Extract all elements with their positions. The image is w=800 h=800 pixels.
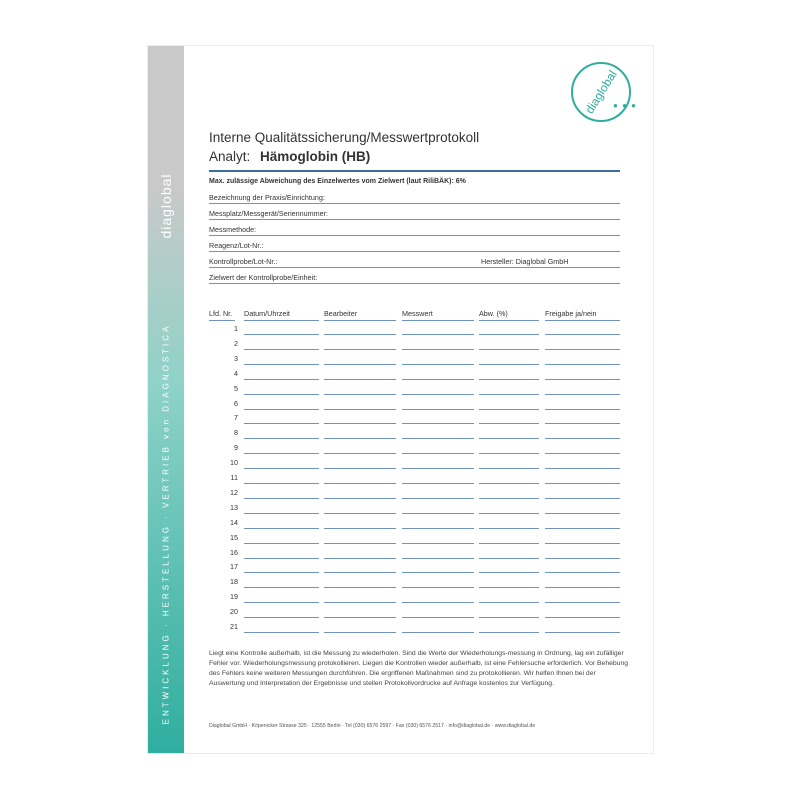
row-number: 16 bbox=[230, 547, 238, 557]
table-cell-line[interactable] bbox=[402, 498, 474, 499]
table-cell-line[interactable] bbox=[324, 498, 396, 499]
row-number: 2 bbox=[234, 338, 238, 348]
table-cell-line[interactable] bbox=[402, 334, 474, 335]
analyt-line bbox=[209, 149, 370, 164]
table-cell-line[interactable] bbox=[324, 453, 396, 454]
table-cell-line[interactable] bbox=[545, 409, 620, 410]
table-cell-line[interactable] bbox=[545, 543, 620, 544]
field-label: Bezeichnung der Praxis/Einrichtung: bbox=[209, 193, 325, 202]
table-cell-line[interactable] bbox=[244, 632, 319, 633]
row-number: 11 bbox=[230, 473, 238, 482]
field-line-3[interactable] bbox=[209, 221, 620, 236]
table-cell-line[interactable] bbox=[479, 423, 539, 424]
row-number: 17 bbox=[230, 562, 238, 572]
table-cell-line[interactable] bbox=[244, 349, 319, 350]
table-cell-line[interactable] bbox=[244, 423, 319, 424]
table-cell-line[interactable] bbox=[479, 513, 539, 514]
table-cell-line[interactable] bbox=[479, 528, 539, 529]
field-line-4[interactable] bbox=[209, 237, 620, 252]
table-cell-line[interactable] bbox=[545, 334, 620, 335]
table-cell-line[interactable] bbox=[402, 558, 474, 559]
table-cell-line[interactable] bbox=[324, 558, 396, 559]
column-header-1: Lfd. Nr. bbox=[209, 309, 233, 318]
table-cell-line[interactable] bbox=[324, 513, 396, 514]
table-cell-line[interactable] bbox=[479, 572, 539, 573]
table-cell-line[interactable] bbox=[479, 394, 539, 395]
sidebar-brand: diaglobal bbox=[158, 173, 174, 239]
table-cell-line[interactable] bbox=[479, 349, 539, 350]
column-header-5: Abw. (%) bbox=[479, 309, 508, 318]
table-cell-line[interactable] bbox=[324, 587, 396, 588]
column-header-underline bbox=[402, 320, 474, 321]
table-cell-line[interactable] bbox=[244, 334, 319, 335]
row-number: 1 bbox=[234, 324, 238, 333]
table-cell-line[interactable] bbox=[402, 617, 474, 618]
table-cell-line[interactable] bbox=[479, 587, 539, 588]
table-cell-line[interactable] bbox=[244, 468, 319, 469]
table-cell-line[interactable] bbox=[545, 483, 620, 484]
row-number: 10 bbox=[230, 458, 238, 468]
table-cell-line[interactable] bbox=[244, 572, 319, 573]
field-line-6[interactable] bbox=[209, 269, 620, 284]
table-cell-line[interactable] bbox=[324, 438, 396, 439]
table-cell-line[interactable] bbox=[324, 543, 396, 544]
table-cell-line[interactable] bbox=[402, 423, 474, 424]
table-cell-line[interactable] bbox=[244, 558, 319, 559]
max-deviation-note: Max. zulässige Abweichung des Einzelwertes vom Zielwert (laut RiliBÄK): 6% bbox=[209, 178, 466, 185]
table-cell-line[interactable] bbox=[244, 513, 319, 514]
table-cell-line[interactable] bbox=[324, 528, 396, 529]
table-cell-line[interactable] bbox=[545, 498, 620, 499]
table-cell-line[interactable] bbox=[244, 617, 319, 618]
table-cell-line[interactable] bbox=[402, 602, 474, 603]
row-number: 6 bbox=[234, 398, 238, 408]
row-number: 7 bbox=[234, 413, 238, 423]
row-number: 3 bbox=[234, 353, 238, 363]
table-cell-line[interactable] bbox=[545, 394, 620, 395]
table-cell-line[interactable] bbox=[479, 543, 539, 544]
table-cell-line[interactable] bbox=[545, 453, 620, 454]
logo-text: diaglobal bbox=[582, 67, 620, 117]
table-cell-line[interactable] bbox=[244, 543, 319, 544]
table-cell-line[interactable] bbox=[324, 632, 396, 633]
row-number: 20 bbox=[230, 607, 238, 617]
table-cell-line[interactable] bbox=[402, 632, 474, 633]
table-cell-line[interactable] bbox=[479, 483, 539, 484]
analyt-label: Analyt: bbox=[209, 149, 251, 164]
table-cell-line[interactable] bbox=[324, 483, 396, 484]
field-label: Messplatz/Messgerät/Seriennummer: bbox=[209, 209, 329, 218]
table-cell-line[interactable] bbox=[244, 364, 319, 365]
column-header-underline bbox=[479, 320, 539, 321]
field-label: Messmethode: bbox=[209, 225, 257, 234]
table-cell-line[interactable] bbox=[479, 409, 539, 410]
title-divider bbox=[209, 170, 620, 172]
table-cell-line[interactable] bbox=[402, 528, 474, 529]
table-cell-line[interactable] bbox=[545, 364, 620, 365]
sidebar-band bbox=[148, 46, 184, 753]
instructions-text: Liegt eine Kontrolle außerhalb, ist die Messung zu wiederholen. Sind die Werte der Wiederholungs-messung in Ordnung, lag ein zufälliger Fehler vor. Wiederholungsmessung protokollieren. Liegen die Kontrollen wieder außerhalb, ist eine Fehlersuche erforderlich. Vor Behebung des Fehlers keine weiteren Messungen durchführen. Die ergriffenen Maßnahmen sind zu protokollieren. Wir helfen Ihnen bei der Auswertung und Interpretation der Ergebnisse und stellen Protokollvordrucke auf Anfrage kostenlos zur Verfügung. bbox=[209, 650, 629, 687]
table-cell-line[interactable] bbox=[545, 617, 620, 618]
table-cell-line[interactable] bbox=[324, 423, 396, 424]
row-number: 18 bbox=[230, 577, 238, 587]
table-cell-line[interactable] bbox=[479, 602, 539, 603]
column-header-underline bbox=[244, 320, 319, 321]
field-label: Reagenz/Lot-Nr.: bbox=[209, 241, 264, 250]
table-cell-line[interactable] bbox=[545, 602, 620, 603]
table-cell-line[interactable] bbox=[402, 364, 474, 365]
table-cell-line[interactable] bbox=[244, 602, 319, 603]
column-header-underline bbox=[545, 320, 620, 321]
table-cell-line[interactable] bbox=[244, 394, 319, 395]
page-title: Interne Qualitätssicherung/Messwertprotokoll bbox=[209, 130, 480, 145]
column-header-2: Datum/Uhrzeit bbox=[244, 309, 290, 318]
row-number: 14 bbox=[230, 517, 238, 527]
table-cell-line[interactable] bbox=[324, 409, 396, 410]
table-cell-line[interactable] bbox=[324, 394, 396, 395]
table-cell-line[interactable] bbox=[402, 394, 474, 395]
table-cell-line[interactable] bbox=[244, 409, 319, 410]
table-cell-line[interactable] bbox=[402, 483, 474, 484]
field-manufacturer: Hersteller: Diaglobal GmbH bbox=[481, 257, 569, 266]
analyt-value: Hämoglobin (HB) bbox=[260, 149, 371, 164]
table-cell-line[interactable] bbox=[402, 513, 474, 514]
column-header-underline bbox=[324, 320, 396, 321]
table-cell-line[interactable] bbox=[324, 572, 396, 573]
sidebar-tagline: ENTWICKLUNG · HERSTELLUNG · VERTRIEB von DIAGNOSTICA bbox=[161, 323, 171, 725]
table-cell-line[interactable] bbox=[324, 364, 396, 365]
table-cell-line[interactable] bbox=[479, 558, 539, 559]
table-cell-line[interactable] bbox=[244, 498, 319, 499]
row-number: 13 bbox=[230, 502, 238, 512]
table-cell-line[interactable] bbox=[402, 543, 474, 544]
table-cell-line[interactable] bbox=[402, 572, 474, 573]
table-cell-line[interactable] bbox=[479, 498, 539, 499]
table-cell-line[interactable] bbox=[402, 587, 474, 588]
table-cell-line[interactable] bbox=[324, 617, 396, 618]
row-number: 19 bbox=[230, 592, 238, 602]
column-header-underline bbox=[209, 320, 235, 321]
table-cell-line[interactable] bbox=[545, 349, 620, 350]
column-header-6: Freigabe ja/nein bbox=[545, 309, 597, 318]
table-cell-line[interactable] bbox=[244, 483, 319, 484]
row-number: 15 bbox=[230, 532, 238, 542]
table-cell-line[interactable] bbox=[545, 528, 620, 529]
table-cell-line[interactable] bbox=[324, 468, 396, 469]
column-header-4: Messwert bbox=[402, 309, 433, 318]
table-cell-line[interactable] bbox=[479, 632, 539, 633]
table-cell-line[interactable] bbox=[479, 364, 539, 365]
table-cell-line[interactable] bbox=[479, 438, 539, 439]
row-number: 12 bbox=[230, 487, 238, 497]
table-cell-line[interactable] bbox=[545, 632, 620, 633]
table-cell-line[interactable] bbox=[244, 453, 319, 454]
field-label: Zielwert der Kontrollprobe/Einheit: bbox=[209, 273, 318, 282]
table-cell-line[interactable] bbox=[479, 617, 539, 618]
table-cell-line[interactable] bbox=[545, 379, 620, 380]
table-cell-line[interactable] bbox=[479, 468, 539, 469]
field-line-2[interactable] bbox=[209, 205, 620, 220]
table-cell-line[interactable] bbox=[545, 423, 620, 424]
logo-dots-icon: ● ● ● bbox=[613, 101, 637, 110]
footer-address: Diaglobal GmbH · Köpenicker Strasse 325 · 12555 Berlin · Tel (030) 6576 2597 · Fax (030) 6576 2517 · info@diaglobal.de · www.diaglobal.de bbox=[209, 723, 536, 729]
column-header-3: Bearbeiter bbox=[324, 309, 358, 318]
diaglobal-logo bbox=[571, 62, 637, 122]
row-number: 9 bbox=[234, 443, 238, 453]
table-cell-line[interactable] bbox=[402, 453, 474, 454]
table-cell-line[interactable] bbox=[244, 587, 319, 588]
table-cell-line[interactable] bbox=[545, 468, 620, 469]
table-cell-line[interactable] bbox=[244, 528, 319, 529]
table-cell-line[interactable] bbox=[324, 349, 396, 350]
table-cell-line[interactable] bbox=[479, 453, 539, 454]
row-number: 4 bbox=[234, 368, 238, 378]
table-cell-line[interactable] bbox=[545, 558, 620, 559]
field-line-1[interactable] bbox=[209, 189, 620, 204]
table-cell-line[interactable] bbox=[545, 438, 620, 439]
table-cell-line[interactable] bbox=[244, 438, 319, 439]
table-cell-line[interactable] bbox=[479, 379, 539, 380]
table-cell-line[interactable] bbox=[402, 409, 474, 410]
table-cell-line[interactable] bbox=[402, 379, 474, 380]
table-cell-line[interactable] bbox=[402, 438, 474, 439]
protocol-sheet bbox=[148, 46, 653, 753]
row-number: 21 bbox=[230, 622, 238, 631]
row-number: 8 bbox=[234, 428, 238, 438]
field-line-5[interactable] bbox=[209, 253, 620, 268]
table-cell-line[interactable] bbox=[545, 572, 620, 573]
table-cell-line[interactable] bbox=[545, 587, 620, 588]
table-cell-line[interactable] bbox=[244, 379, 319, 380]
table-cell-line[interactable] bbox=[324, 602, 396, 603]
row-number: 5 bbox=[234, 383, 238, 393]
table-cell-line[interactable] bbox=[324, 334, 396, 335]
table-cell-line[interactable] bbox=[324, 379, 396, 380]
table-cell-line[interactable] bbox=[402, 349, 474, 350]
table-cell-line[interactable] bbox=[402, 468, 474, 469]
table-cell-line[interactable] bbox=[479, 334, 539, 335]
field-label: Kontrollprobe/Lot-Nr.: bbox=[209, 257, 278, 266]
table-cell-line[interactable] bbox=[545, 513, 620, 514]
